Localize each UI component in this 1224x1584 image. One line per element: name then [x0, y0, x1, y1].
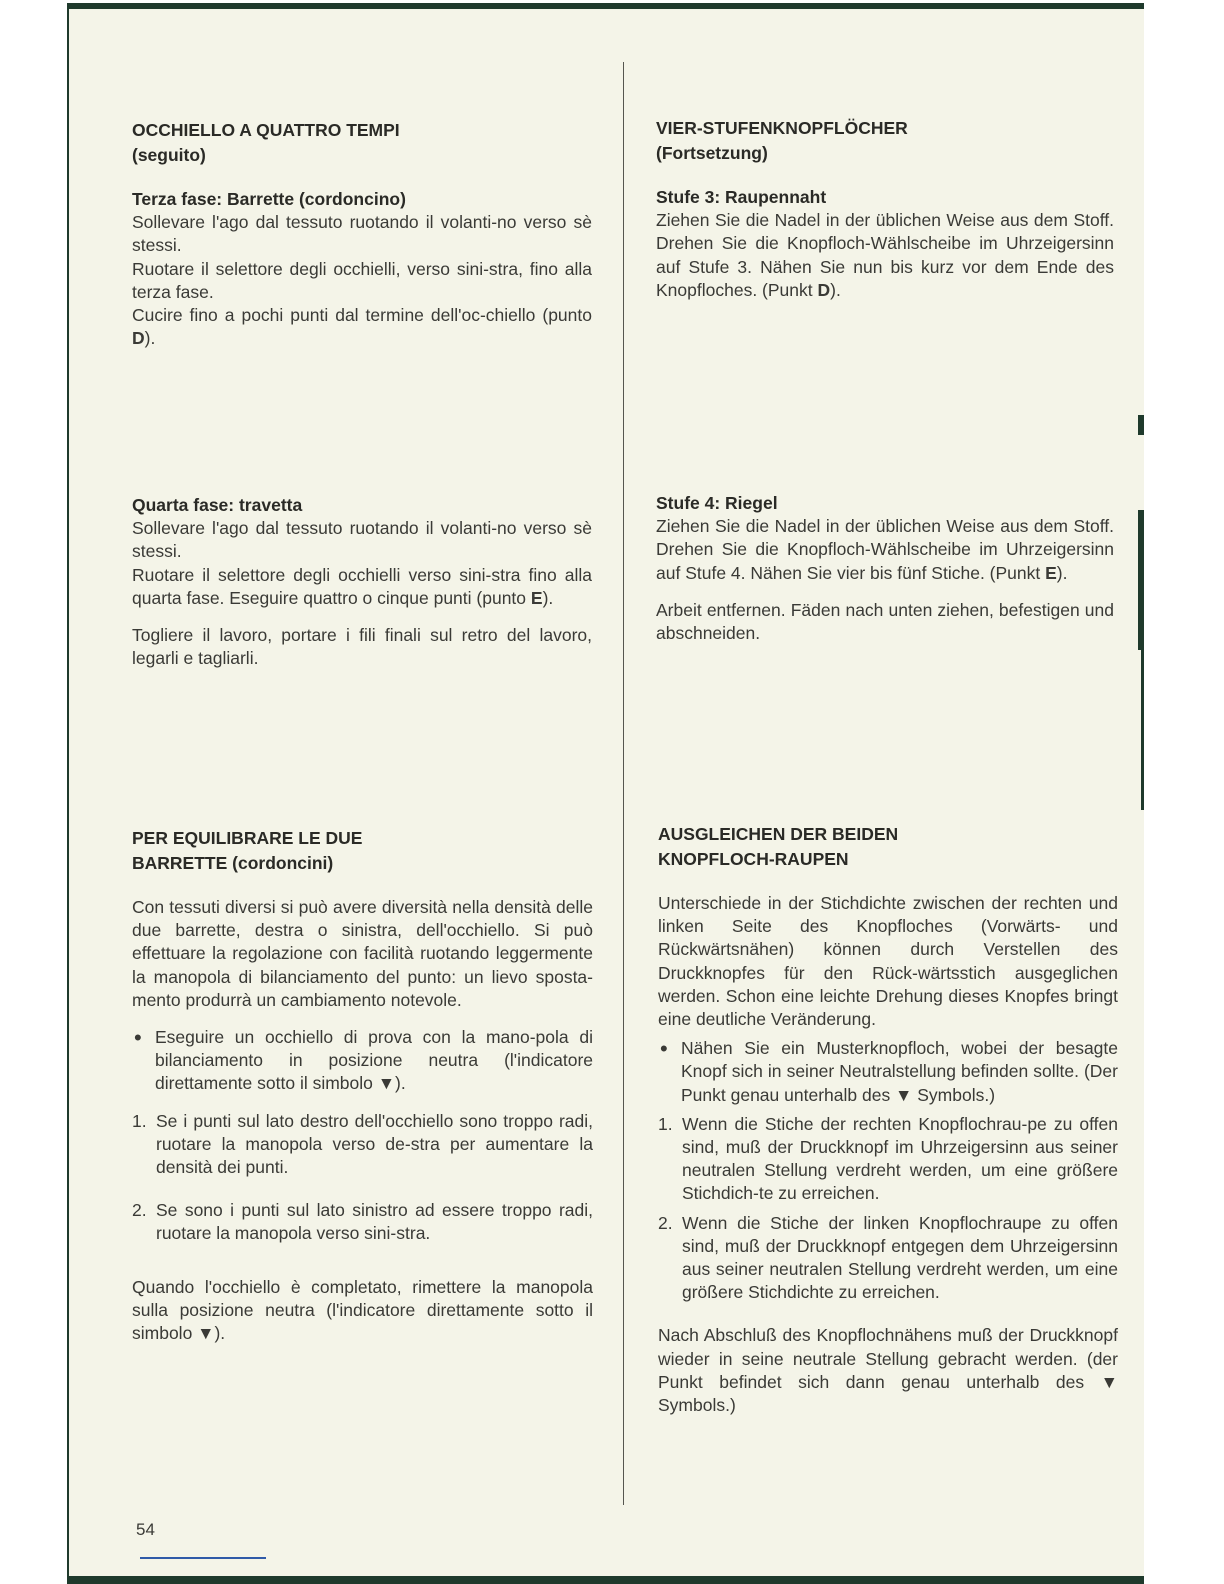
list-item: 1. Wenn die Stiche der rechten Knopflochrau-pe zu offen sind, muß der Druckknopf im Uhrzeigersinn aus seiner neutralen Stellung verdreht werden, um eine größere Stichdich-te zu erreichen.: [658, 1113, 1118, 1204]
paragraph: Arbeit entfernen. Fäden nach unten ziehen, befestigen und abschneiden.: [656, 599, 1114, 644]
left-column-step4: [132, 494, 592, 670]
numbered-list: [658, 1113, 1118, 1305]
left-column-balance: [132, 826, 593, 1345]
paragraph: Sollevare l'ago dal tessuto ruotando il volanti-no verso sè stessi.: [132, 518, 592, 562]
paragraph: Cucire fino a pochi punti dal termine dell'oc-chiello (punto D).: [132, 305, 592, 349]
paragraph: Nach Abschluß des Knopflochnähens muß der Druckknopf wieder in seine neutrale Stellung gebracht werden. (der Punkt befindet sich dann genau unterhalb des ▼ Symbols.): [658, 1325, 1118, 1416]
edge-mark: [1141, 650, 1144, 810]
left-column-top: [132, 118, 592, 350]
step-heading: Quarta fase: travetta: [132, 495, 303, 515]
right-column-top: [656, 116, 1114, 302]
paragraph: Quando l'occhiello è completato, rimettere la manopola sulla posizione neutra (l'indicatore direttamente sotto il simbolo ▼).: [132, 1276, 593, 1344]
edge-mark: [1138, 510, 1144, 650]
list-item: 1. Se i punti sul lato destro dell'occhiello sono troppo radi, ruotare la manopola verso de-stra per aumentare la densità dei punti.: [132, 1110, 593, 1178]
section-subtitle: (seguito): [132, 145, 206, 165]
list-item: • Eseguire un occhiello di prova con la mano-pola di bilanciamento in posizione neutra (l'indicatore direttamente sotto il simbolo ▼).: [132, 1026, 593, 1096]
section-title: OCCHIELLO A QUATTRO TEMPI: [132, 120, 400, 140]
section-title: PER EQUILIBRARE LE DUE: [132, 828, 363, 848]
paragraph: Ruotare il selettore degli occhielli verso sini-stra fino alla quarta fase. Eseguire quattro o cinque punti (punto E).: [132, 564, 592, 608]
list-item: • Nähen Sie ein Musterknopfloch, wobei der besagte Knopf sich in seiner Neutralstellung befinden sollte. (Der Punkt genau unterhalb des ▼ Symbols.): [658, 1037, 1118, 1107]
step-heading: Terza fase: Barrette (cordoncino): [132, 189, 406, 209]
paragraph: Ziehen Sie die Nadel in der üblichen Weise aus dem Stoff. Drehen Sie die Knopfloch-Wählscheibe im Uhrzeigersinn auf Stufe 4. Nähen Sie vier bis fünf Stiche. (Punkt E).: [656, 516, 1114, 583]
bullet-list: [132, 1026, 593, 1096]
paragraph: Togliere il lavoro, portare i fili finali sul retro del lavoro, legarli e tagliarli.: [132, 625, 592, 669]
column-divider: [623, 62, 624, 1505]
paragraph: Con tessuti diversi si può avere diversità nella densità delle due barrette, destra o sinistra, dell'occhiello. Si può effettuare la regolazione con facilità ruotando leggermente la manopola di bilanciamento del punto: un lievo sposta-mento produrrà un cambiamento notevole.: [132, 897, 593, 1010]
section-title: AUSGLEICHEN DER BEIDEN: [658, 824, 899, 844]
outer-margin-left: [0, 0, 67, 1584]
page-bottom-edge: [67, 1576, 1144, 1584]
section-title: VIER-STUFENKNOPFLÖCHER: [656, 118, 908, 138]
step-heading: Stufe 4: Riegel: [656, 493, 778, 513]
paragraph: Ruotare il selettore degli occhielli, verso sini-stra, fino alla terza fase.: [132, 258, 592, 302]
list-item: 2. Wenn die Stiche der linken Knopflochraupe zu offen sind, muß der Druckknopf entgegen dem Uhrzeigersinn aus seiner neutralen Stellung verdreht werden, um eine größere Stichdichte zu erreichen.: [658, 1212, 1118, 1303]
page-number: 54: [136, 1520, 155, 1539]
paragraph: Ziehen Sie die Nadel in der üblichen Weise aus dem Stoff. Drehen Sie die Knopfloch-Wählscheibe im Uhrzeigersinn auf Stufe 3. Nähen Sie nun bis kurz vor dem Ende des Knopfloches. (Punkt D).: [656, 210, 1114, 300]
edge-mark: [1138, 415, 1144, 435]
list-item: 2. Se sono i punti sul lato sinistro ad essere troppo radi, ruotare la manopola verso sini-stra.: [132, 1200, 593, 1244]
numbered-list: [132, 1110, 593, 1246]
section-subtitle: (Fortsetzung): [656, 143, 768, 163]
bullet-list: [658, 1037, 1118, 1107]
footer-rule: [140, 1557, 266, 1559]
section-title: BARRETTE (cordoncini): [132, 853, 334, 873]
outer-margin-right: [1144, 0, 1224, 1584]
paragraph: Sollevare l'ago dal tessuto ruotando il volanti-no verso sè stessi.: [132, 212, 592, 256]
right-column-balance: [658, 822, 1118, 1417]
section-title: KNOPFLOCH-RAUPEN: [658, 849, 849, 869]
paragraph: Unterschiede in der Stichdichte zwischen der rechten und linken Seite des Knopfloches (Vorwärts- und Rückwärtsnähen) können durch Verstellen des Druckknopfes für den Rück-wärtsstich ausgeglichen werden. Schon eine leichte Drehung dieses Knopfes bringt eine deutliche Veränderung.: [658, 893, 1118, 1030]
right-column-step4: [656, 492, 1114, 645]
step-heading: Stufe 3: Raupennaht: [656, 187, 827, 207]
